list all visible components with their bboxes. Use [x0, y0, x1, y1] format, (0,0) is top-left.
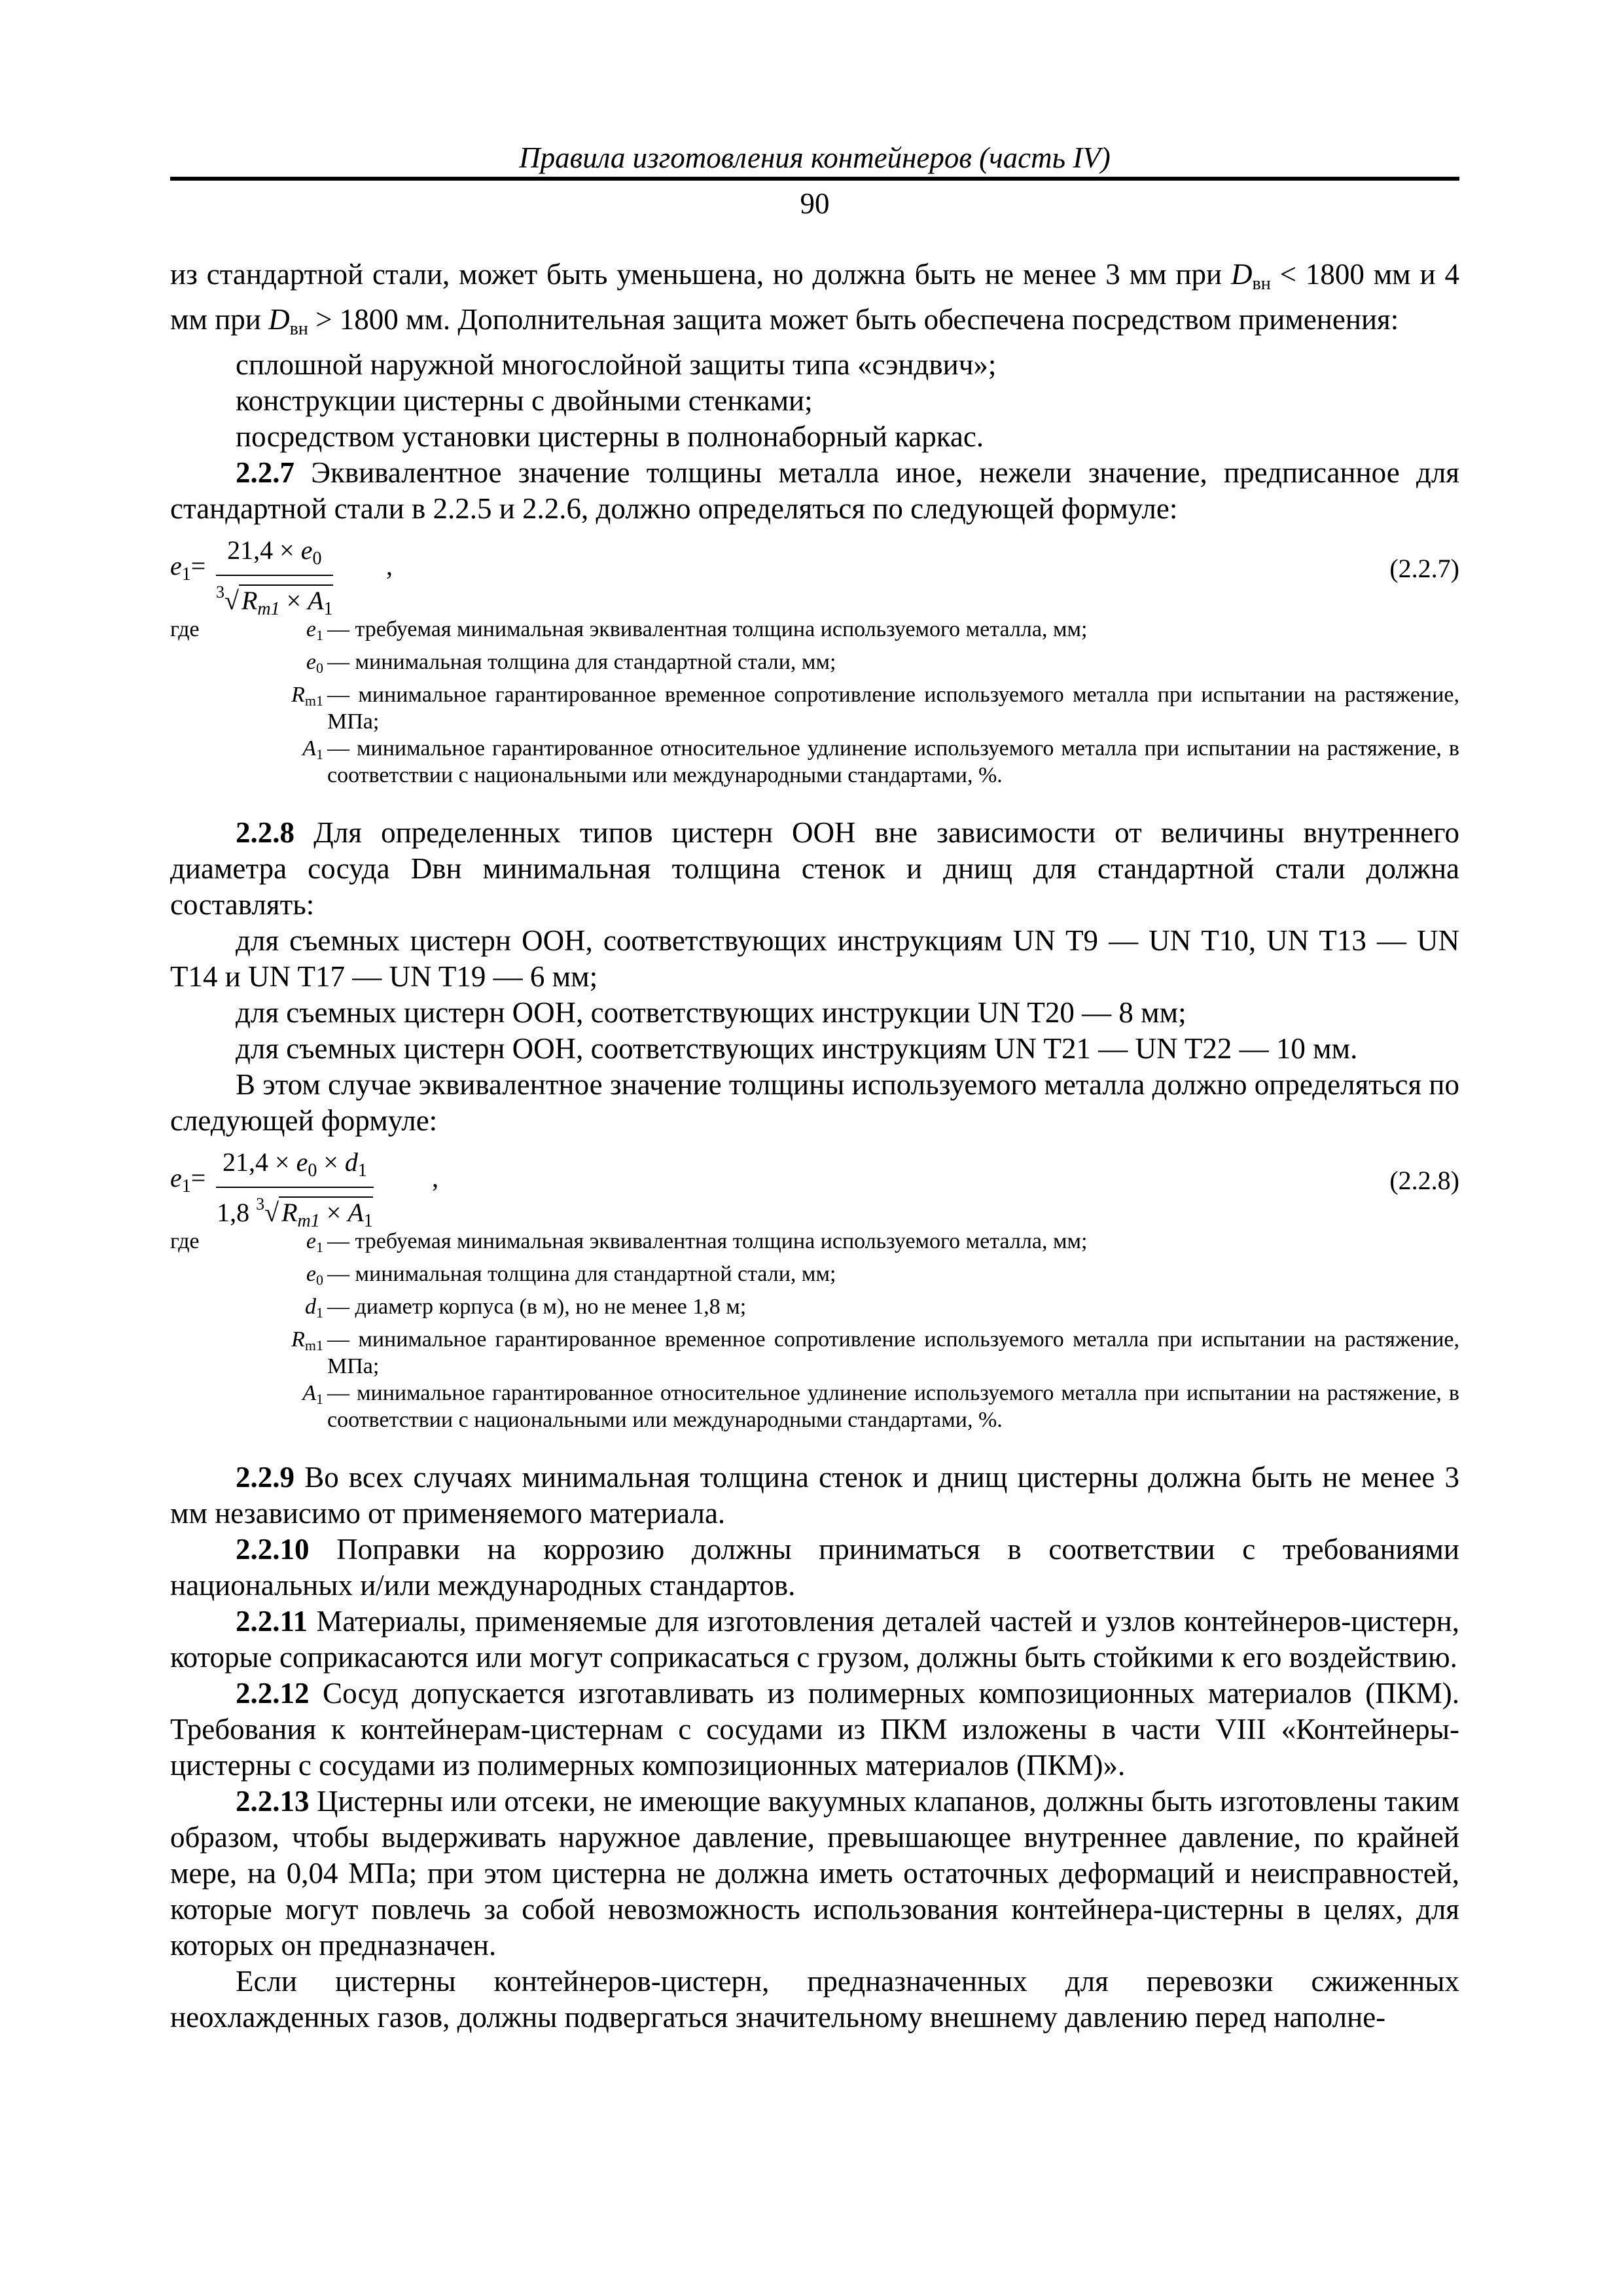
- where-block-2: где $e_1$ — требуемая минимальная эквивалентная толщина используемого металла, мм; $e_0$ — минимальная толщина для стандартной стали, мм; $d_1$ — диаметр корпуса (в м), но не менее 1,8 м; $R_{m1}$ — минимальное гарантированное временное сопротивление используемого металла при испытании на растяжение, МПа; $A_1$ — минимальное гарантированное относительное удлинение используемого металла при испытании на растяжение, в соответствии с национальными или международными стандартами, %.: [170, 1229, 1459, 1432]
- list-item: сплошной наружной многослойной защиты типа «сэндвич»;: [236, 348, 997, 381]
- equation-number: (2.2.8): [1389, 1166, 1459, 1195]
- where-row: $e_1$ — требуемая минимальная эквивалентная толщина используемого металла, мм;: [306, 617, 1088, 643]
- where-row: $d_1$ — диаметр корпуса (в м), но не менее 1,8 м;: [305, 1295, 747, 1321]
- section-2-2-7: 2.2.7 Эквивалентное значение толщины металла иное, нежели значение, предписанное для стандартной стали в 2.2.5 и 2.2.6, должно определяться по следующей формуле:: [170, 456, 1459, 525]
- paragraph-last: Если цистерны контейнеров-цистерн, предназначенных для перевозки сжиженных неохлажденных газов, должны подвергаться значительному внешнему давлению перед наполне-: [170, 1965, 1459, 2034]
- where-row: $R_{m1}$ — минимальное гарантированное временное сопротивление используемого металла при испытании на растяжение, МПа;: [291, 1327, 1459, 1378]
- where-block-1: где $e_1$ — требуемая минимальная эквивалентная толщина используемого металла, мм; $e_0$ — минимальная толщина для стандартной стали, мм; $R_{m1}$ — минимальное гарантированное временное сопротивление используемого металла при испытании на растяжение, МПа; $A_1$ — минимальное гарантированное относительное удлинение используемого металла при испытании на растяжение, в соответствии с национальными или международными стандартами, %.: [170, 617, 1459, 787]
- paragraph-case: В этом случае эквивалентное значение толщины используемого металла должно определяться по следующей формуле:: [170, 1068, 1459, 1137]
- running-header: Правила изготовления контейнеров (часть IV): [519, 141, 1111, 174]
- section-2-2-12: 2.2.12 Сосуд допускается изготавливать из полимерных композиционных материалов (ПКМ). Требования к контейнерам-цистернам с сосудами из ПКМ изложены в части VIII «Контейнеры-цистерны с сосудами из полимерных композиционных материалов (ПКМ)».: [170, 1677, 1459, 1782]
- equation-number: (2.2.7): [1389, 554, 1459, 583]
- section-2-2-10: 2.2.10 Поправки на коррозию должны приниматься в соответствии с требованиями национальных и/или международных стандартов.: [170, 1533, 1459, 1602]
- where-row: $A_1$ — минимальное гарантированное относительное удлинение используемого металла при испытании на растяжение, в соответствии с национальными или международными стандартами, %.: [302, 736, 1459, 787]
- section-2-2-11: 2.2.11 Материалы, применяемые для изготовления деталей частей и узлов контейнеров-цистерн, которые соприкасаются или могут соприкасаться с грузом, должны быть стойкими к его воздействию.: [170, 1605, 1459, 1674]
- section-2-2-9: 2.2.9 Во всех случаях минимальная толщина стенок и днищ цистерны должна быть не менее 3 мм независимо от применяемого материала.: [170, 1461, 1459, 1530]
- page-number: 90: [800, 187, 830, 220]
- where-row: $A_1$ — минимальное гарантированное относительное удлинение используемого металла при испытании на растяжение, в соответствии с национальными или международными стандартами, %.: [302, 1381, 1459, 1432]
- formula-lhs: $e_1=$: [170, 1163, 206, 1196]
- header-rule: [170, 177, 1459, 181]
- section-2-2-8: 2.2.8 Для определенных типов цистерн ООН вне зависимости от величины внутреннего диаметра сосуда Dвн минимальная толщина стенок и днищ для стандартной стали должна составлять:: [170, 816, 1459, 921]
- document-body: [170, 257, 1459, 2036]
- list-item: посредством установки цистерны в полнонаборный каркас.: [236, 420, 984, 453]
- section-2-2-13: 2.2.13 Цистерны или отсеки, не имеющие вакуумных клапанов, должны быть изготовлены таким образом, чтобы выдерживать наружное давление, превышающее внутреннее давление, по крайней мере, на 0,04 МПа; при этом цистерна не должна иметь остаточных деформаций и неисправностей, которые могут повлечь за собой невозможность использования контейнера-цистерны в целях, для которых он предназначен.: [170, 1785, 1459, 1962]
- list-item: конструкции цистерны с двойными стенками;: [236, 384, 813, 417]
- where-row: $e_1$ — требуемая минимальная эквивалентная толщина используемого металла, мм;: [306, 1229, 1088, 1255]
- paragraph-intro: из стандартной стали, может быть уменьшена, но должна быть не менее 3 мм при $D_{вн} < 1800$ мм и 4 мм при $D_{вн} > 1800$ мм. Дополнительная защита может быть обеспечена посредством применения:: [170, 258, 1459, 339]
- formula-2-2-7: $e_1=$ $\frac{21,4 \times e_0}{^3√ R_{m1} \times A_1}$ , (2.2.7): [170, 535, 1459, 612]
- formula-2-2-8: $e_1=$ $\frac{21,4 \times e_0 \times d_1}{1,8 ^3√ R_{m1} \times A_1}$ , (2.2.8): [170, 1147, 1459, 1224]
- formula-fraction: $\frac{21,4 \times e_0 \times d_1}{1,8 ^3√ R_{m1} \times A_1}$: [217, 1147, 373, 1231]
- formula-lhs: $e_1=$: [170, 551, 206, 584]
- formula-fraction: $\frac{21,4 \times e_0}{^3√ R_{m1} \times A_1}$: [216, 535, 333, 619]
- where-row: $R_{m1}$ — минимальное гарантированное временное сопротивление используемого металла при испытании на растяжение, МПа;: [291, 683, 1459, 734]
- where-row: $e_0$ — минимальная толщина для стандартной стали, мм;: [306, 650, 836, 676]
- where-row: $e_0$ — минимальная толщина для стандартной стали, мм;: [306, 1262, 836, 1288]
- list-item: для съемных цистерн ООН, соответствующих инструкции UN T20 — 8 мм;: [236, 996, 1186, 1029]
- list-item: для съемных цистерн ООН, соответствующих инструкциям UN T9 — UN T10, UN T13 — UN T14 и UN T17 — UN T19 — 6 мм;: [170, 924, 1459, 993]
- list-item: для съемных цистерн ООН, соответствующих инструкциям UN T21 — UN T22 — 10 мм.: [236, 1032, 1358, 1065]
